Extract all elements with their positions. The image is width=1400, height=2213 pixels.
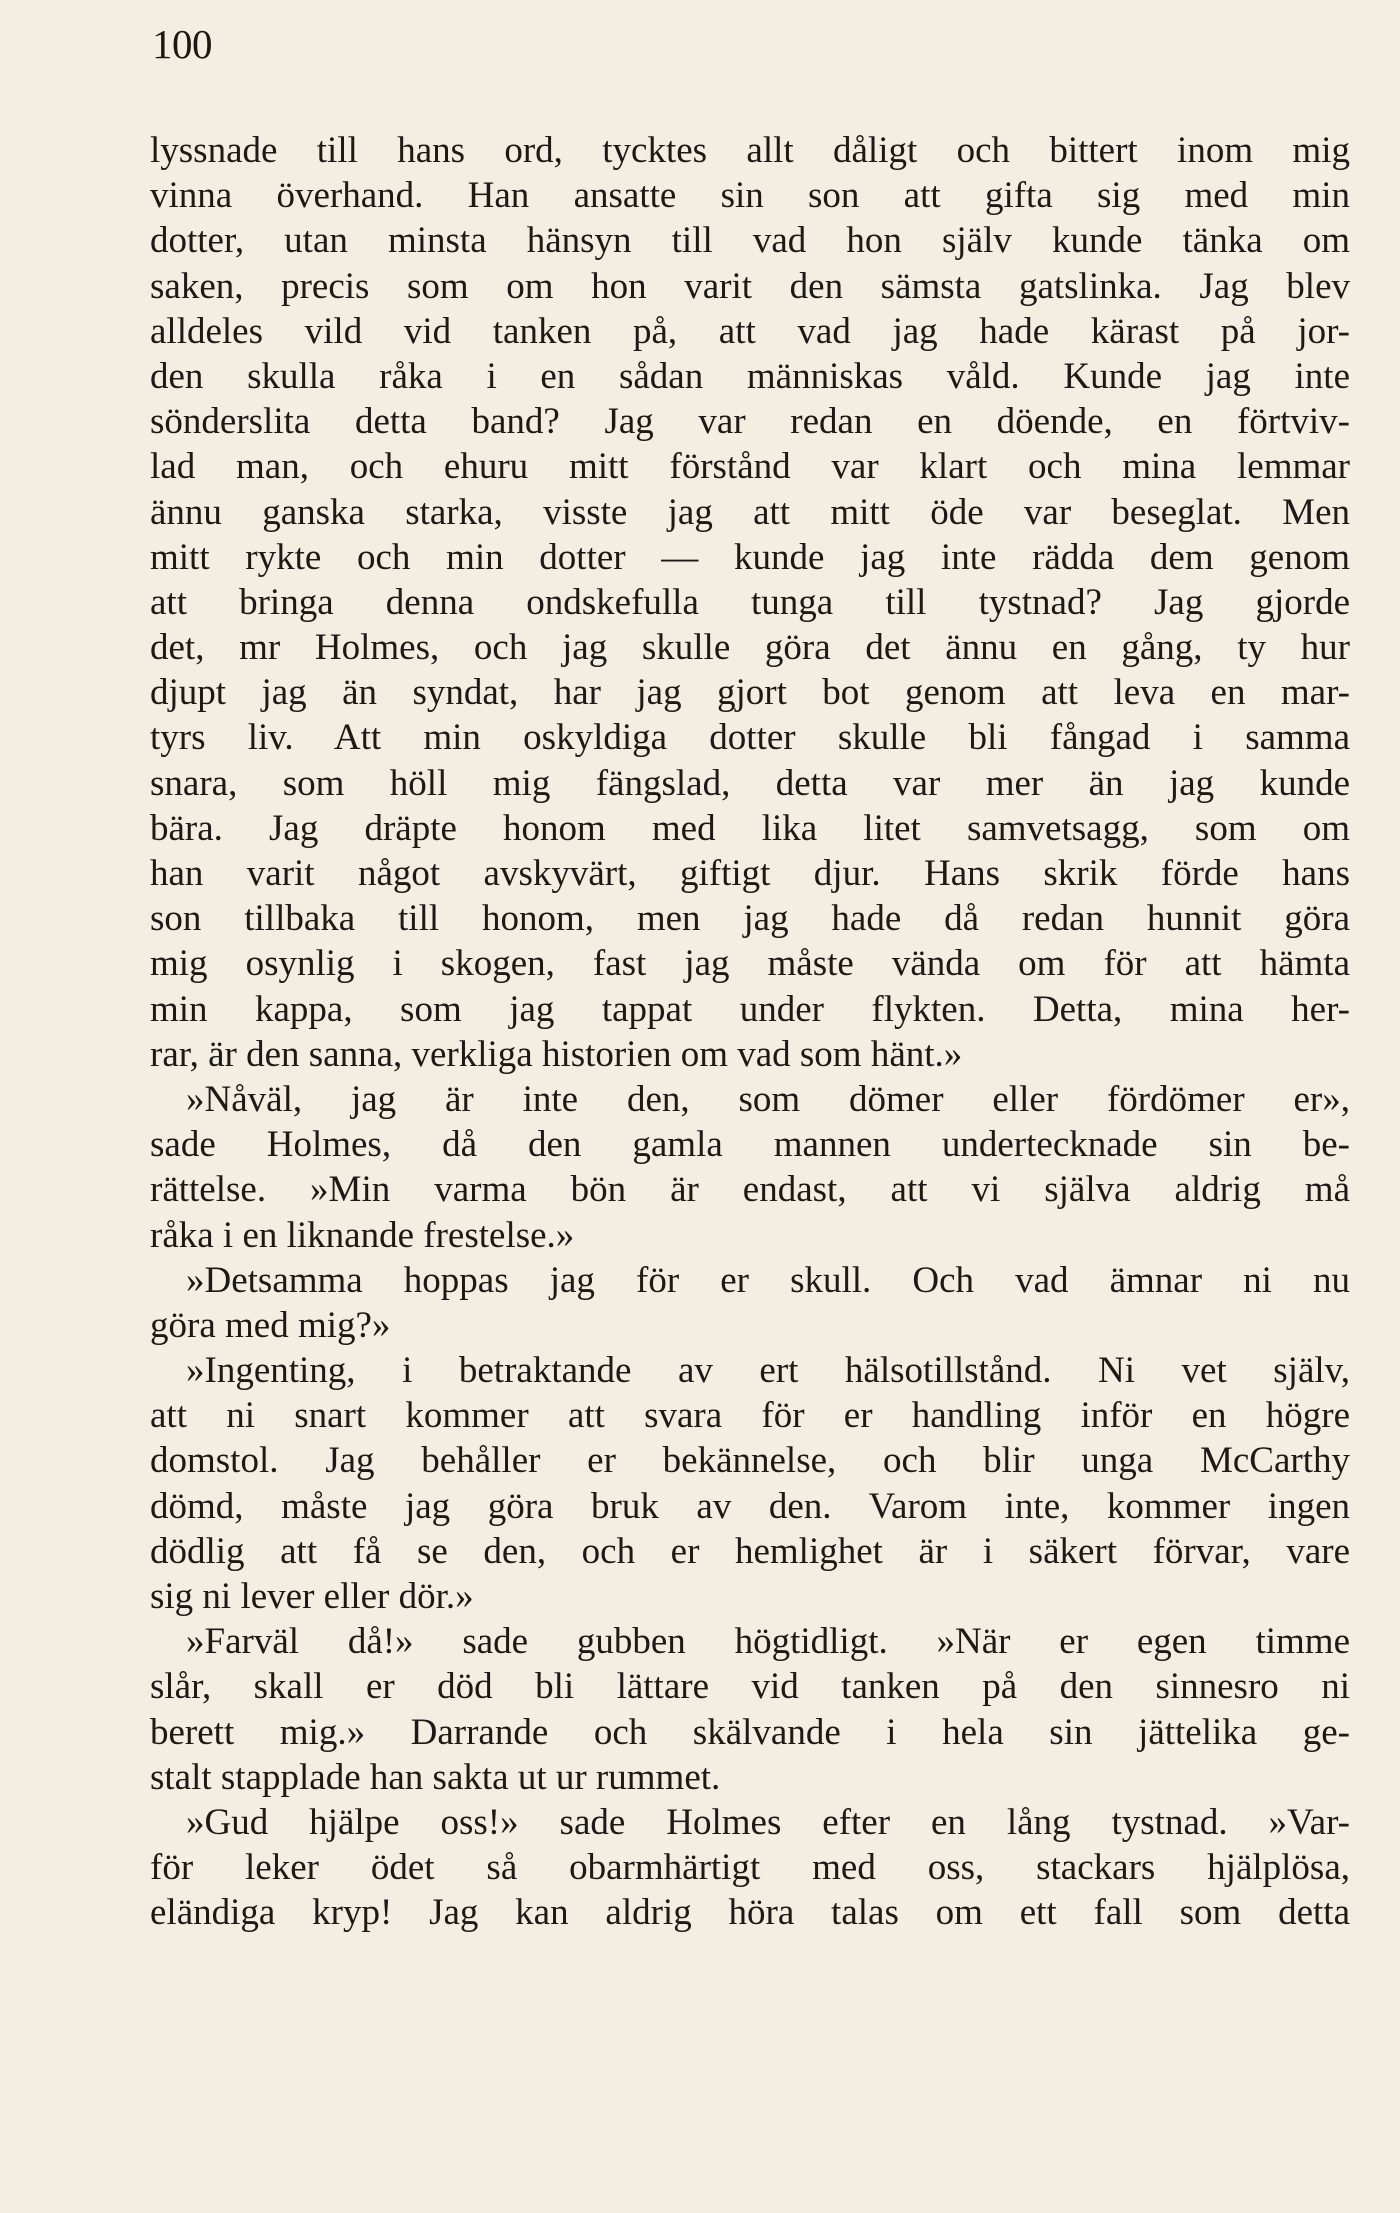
text-line: han varit något avskyvärt, giftigt djur. Hans skrik förde hans bbox=[150, 853, 1350, 894]
text-line: bära. Jag dräpte honom med lika litet samvetsagg, som om bbox=[150, 807, 1350, 849]
text-line: att bringa denna ondskefulla tunga till tystnad? Jag gjorde bbox=[150, 581, 1350, 623]
text-line: »Farväl då!» sade gubben högtidligt. »När er egen timme bbox=[186, 1621, 1350, 1663]
text-line: berett mig.» Darrande och skälvande i hela sin jättelika ge- bbox=[150, 1711, 1350, 1753]
text-line: »Gud hjälpe oss!» sade Holmes efter en lång tystnad. »Var- bbox=[186, 1801, 1350, 1843]
text-line: »Ingenting, i betraktande av ert hälsotillstånd. Ni vet själv, bbox=[186, 1350, 1350, 1392]
text-line: saken, precis som om hon varit den sämsta gatslinka. Jag blev bbox=[150, 265, 1350, 307]
text-line: för leker ödet så obarmhärtigt med oss, stackars hjälplösa, bbox=[150, 1847, 1350, 1889]
text-line: mig osynlig i skogen, fast jag måste vända om för att hämta bbox=[150, 943, 1350, 985]
text-line: rättelse. »Min varma bön är endast, att vi själva aldrig må bbox=[150, 1169, 1350, 1211]
text-line: min kappa, som jag tappat under flykten. Detta, mina her- bbox=[150, 988, 1350, 1030]
text-line: ännu ganska starka, visste jag att mitt öde var beseglat. Men bbox=[150, 491, 1350, 533]
text-line: vinna överhand. Han ansatte sin son att gifta sig med min bbox=[150, 175, 1350, 217]
text-line: mitt rykte och min dotter — kunde jag inte rädda dem genom bbox=[150, 536, 1350, 578]
text-line: lyssnade till hans ord, tycktes allt dåligt och bittert inom mig bbox=[150, 130, 1350, 171]
text-line: sönderslita detta band? Jag var redan en döende, en förtviv- bbox=[150, 401, 1350, 443]
text-line: djupt jag än syndat, har jag gjort bot genom att leva en mar- bbox=[150, 672, 1350, 714]
body-text bbox=[150, 128, 1350, 1936]
text-line: son tillbaka till honom, men jag hade då redan hunnit göra bbox=[150, 898, 1350, 940]
text-line: sig ni lever eller dör.» bbox=[150, 1576, 474, 1617]
text-line: dömd, måste jag göra bruk av den. Varom inte, kommer ingen bbox=[150, 1485, 1350, 1527]
page-number: 100 bbox=[152, 21, 212, 67]
text-line: tyrs liv. Att min oskyldiga dotter skulle bli fångad i samma bbox=[150, 717, 1350, 759]
text-line: dotter, utan minsta hänsyn till vad hon själv kunde tänka om bbox=[150, 220, 1350, 262]
text-line: att ni snart kommer att svara för er handling inför en högre bbox=[150, 1395, 1350, 1437]
text-line: sade Holmes, då den gamla mannen undertecknade sin be- bbox=[150, 1124, 1350, 1166]
text-line: »Nåväl, jag är inte den, som dömer eller fördömer er», bbox=[186, 1078, 1350, 1120]
text-line: »Detsamma hoppas jag för er skull. Och vad ämnar ni nu bbox=[186, 1259, 1350, 1301]
text-line: dödlig att få se den, och er hemlighet är i säkert förvar, vare bbox=[150, 1530, 1350, 1572]
text-line: snara, som höll mig fängslad, detta var mer än jag kunde bbox=[150, 762, 1350, 804]
text-line: den skulla råka i en sådan människas våld. Kunde jag inte bbox=[150, 355, 1350, 397]
text-line: råka i en liknande frestelse.» bbox=[150, 1214, 575, 1256]
text-line: stalt stapplade han sakta ut ur rummet. bbox=[150, 1756, 721, 1798]
text-line: det, mr Holmes, och jag skulle göra det ännu en gång, ty hur bbox=[150, 627, 1350, 669]
text-line: alldeles vild vid tanken på, att vad jag hade kärast på jor- bbox=[150, 310, 1350, 352]
text-line: domstol. Jag behåller er bekännelse, och blir unga McCarthy bbox=[150, 1440, 1350, 1482]
text-line: lad man, och ehuru mitt förstånd var klart och mina lemmar bbox=[150, 446, 1350, 488]
text-line: eländiga kryp! Jag kan aldrig höra talas om ett fall som detta bbox=[150, 1892, 1350, 1934]
text-line: rar, är den sanna, verkliga historien om vad som hänt.» bbox=[150, 1033, 963, 1075]
text-line: slår, skall er död bli lättare vid tanken på den sinnesro ni bbox=[150, 1666, 1350, 1708]
text-line: göra med mig?» bbox=[150, 1304, 391, 1346]
